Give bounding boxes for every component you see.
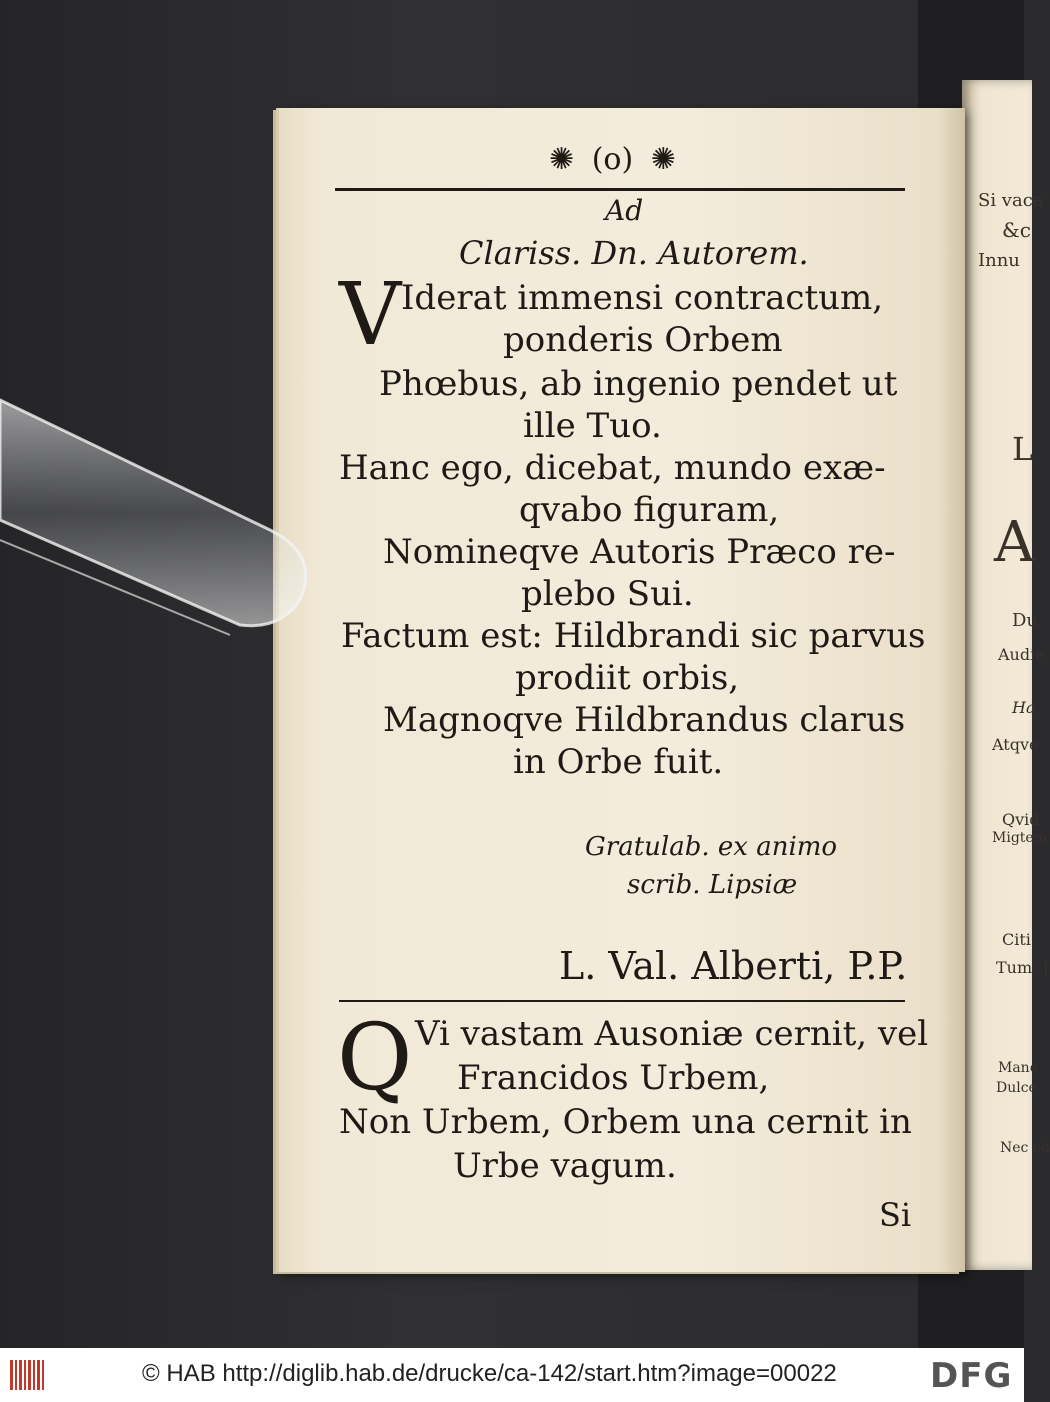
next-page-fragment: Ha (1012, 698, 1036, 717)
ornament-rosette-icon: ✺ (549, 142, 575, 177)
verse-line: Urbe vagum. (453, 1146, 677, 1186)
heading-title: Clariss. Dn. Autorem. (459, 234, 809, 272)
verse-line: Magnoqve Hildbrandus clarus (383, 700, 906, 740)
heading-line: Ad (605, 194, 644, 227)
attribution-link[interactable]: © HAB http://diglib.hab.de/drucke/ca-142/start.htm?image=00022 (142, 1360, 837, 1387)
signature-note: scrib. Lipsiæ (627, 870, 798, 900)
verse-line: ponderis Orbem (503, 320, 783, 360)
verse-line: prodiit orbis, (515, 658, 740, 698)
next-page-fragment: Atqve (992, 735, 1039, 754)
book-page (279, 108, 965, 1272)
verse-line: Factum est: Hildbrandi sic parvus (341, 616, 926, 656)
next-page-fragment: L (1012, 430, 1034, 468)
next-page-fragment: A (994, 510, 1035, 575)
next-page-fragment: Innu (978, 250, 1020, 271)
drop-cap: V (339, 265, 402, 365)
next-page-fragment: Citi (1002, 930, 1031, 949)
next-page-fragment: Dulce (996, 1080, 1037, 1096)
verse-line: ille Tuo. (523, 406, 662, 446)
verse-line: Francidos Urbem, (457, 1058, 770, 1098)
next-page-fragment: Tum: J (996, 958, 1050, 977)
drop-cap: Q (337, 1004, 413, 1111)
next-page-fragment: Mane (998, 1060, 1038, 1076)
dfg-logo: DFG (930, 1356, 1013, 1396)
page-mark: (o) (591, 142, 634, 177)
next-page-edge (962, 80, 1050, 1270)
footer-bar (0, 1348, 1024, 1402)
verse-line: plebo Sui. (521, 574, 694, 614)
ornament-rosette-icon: ✺ (650, 142, 676, 177)
signature-name: L. Val. Alberti, P.P. (559, 944, 908, 988)
next-page-fragment: Qvid (1002, 810, 1040, 829)
verse-line: in Orbe fuit. (513, 742, 724, 782)
next-page-fragment: Nec ed (1000, 1140, 1050, 1156)
next-page-fragment: Du (1012, 610, 1039, 631)
section-rule (339, 1000, 905, 1002)
next-page-fragment: &c (1002, 218, 1032, 242)
signature-note: Gratulab. ex animo (585, 832, 838, 862)
next-page-fragment: Audie (998, 645, 1045, 664)
verse-line: Iderat immensi contractum, (401, 278, 884, 318)
verse-line: Non Urbem, Orbem una cernit in (339, 1102, 912, 1142)
verse-line: Hanc ego, dicebat, mundo exæ- (339, 448, 886, 488)
verse-line: Phœbus, ab ingenio pendet ut (379, 364, 898, 404)
barcode-icon (10, 1360, 44, 1390)
next-page-fragment: Migtem (992, 830, 1047, 846)
verse-line: Nomineqve Autoris Præco re- (383, 532, 896, 572)
page-header (549, 142, 676, 177)
next-page-fragment: Si vaca (978, 190, 1044, 211)
header-rule (335, 188, 905, 191)
catchword: Si (879, 1196, 912, 1234)
verse-line: Vi vastam Ausoniæ cernit, vel (415, 1014, 929, 1054)
verse-line: qvabo figuram, (519, 490, 780, 530)
